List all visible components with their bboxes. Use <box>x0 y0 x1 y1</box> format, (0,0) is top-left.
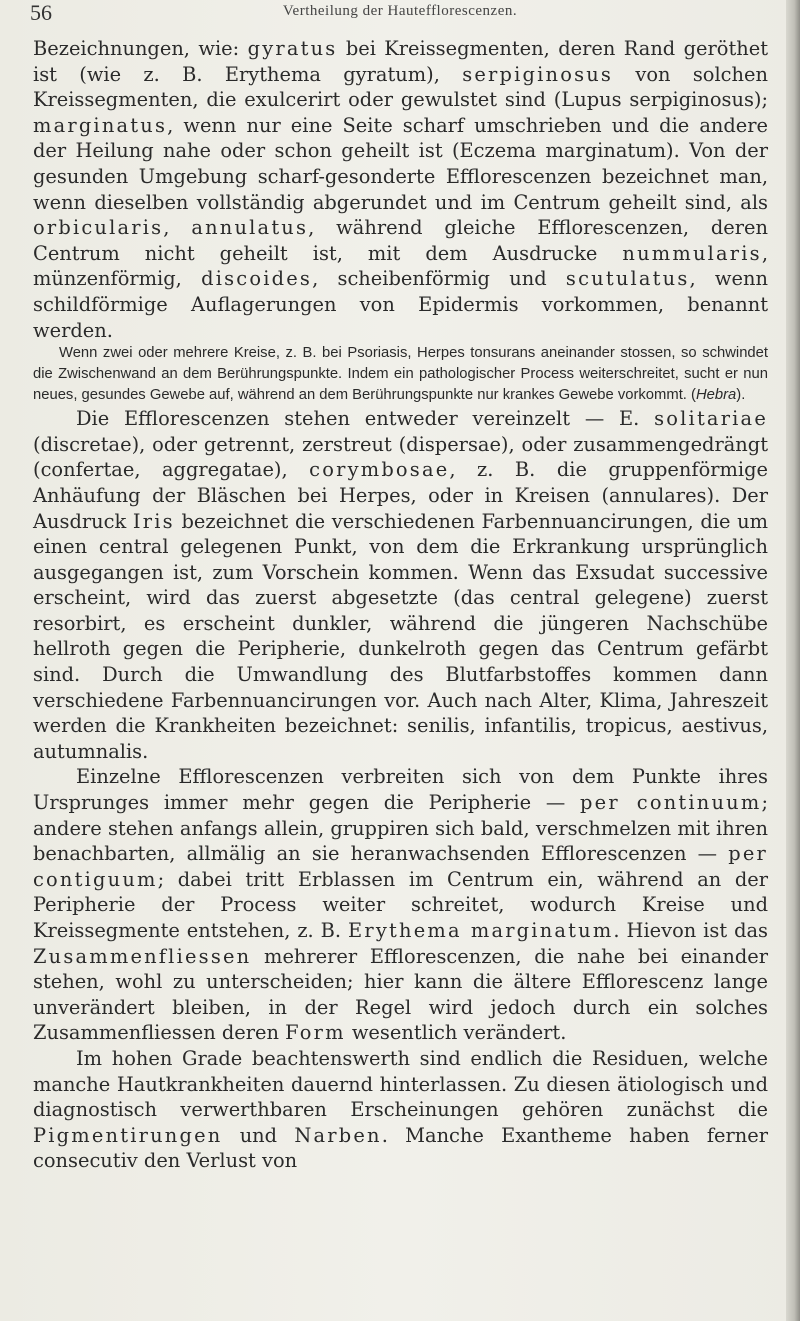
text-run: . Manche Exantheme haben ferner consecutiv den Verlust von <box>33 1123 769 1173</box>
text-run: , <box>163 216 192 240</box>
term-per-continuum: per continuum <box>580 791 762 815</box>
text-run: ). <box>736 387 746 404</box>
text-run: und <box>222 1123 295 1147</box>
page-edge-shadow <box>786 0 800 1321</box>
term-erythema-marginatum: Erythema marginatum <box>348 919 614 942</box>
text-run: mehrerer Efflorescenzen, die nahe bei einander stehen, wohl zu unterscheiden; hier kann die ältere Efflorescenz lange unverändert bleiben, in der Regel wird jedoch durch ein solches Zusammenfliessen deren <box>33 944 768 1045</box>
paragraph-distribution <box>33 406 768 764</box>
paragraph-spreading <box>33 764 768 1046</box>
term-iris: Iris <box>132 509 175 533</box>
term-solitariae: solitariae <box>654 407 768 431</box>
term-serpiginosus: serpiginosus <box>462 62 614 86</box>
term-per-contiguum: per contiguum <box>33 842 768 891</box>
term-zusammenfliessen: Zusammenfliessen <box>33 944 252 968</box>
term-corymbosae: corymbosae <box>309 458 450 482</box>
term-annulatus: annulatus <box>191 216 309 240</box>
text-run: (discretae), oder getrennt, zerstreut (dispersae), oder zusammengedrängt (confertae, aggregatae), <box>33 432 768 482</box>
text-run: Wenn zwei oder mehrere Kreise, z. B. bei Psoriasis, Herpes tonsurans aneinander stossen, so schwindet die Zwischenwand an dem Berührungspunkte. Indem ein pathologischer Process weiterschreitet, sucht er nun neues, gesundes Gewebe auf, während an dem Berührungspunkte nur krankes Gewebe vorkommt. ( <box>33 345 768 404</box>
term-gyratus: gyratus <box>247 37 338 60</box>
term-narben: Narben <box>294 1123 382 1147</box>
footnote-paragraph <box>33 343 768 406</box>
text-run: bei Kreissegmenten, deren Rand geröthet ist (wie z. B. Erythema gyratum), <box>33 37 768 86</box>
text-run: , scheibenförmig und <box>312 267 566 291</box>
text-run: Im hohen Grade beachtenswerth sind endlich die Residuen, welche manche Hautkrankheiten dauernd hinterlassen. Zu diesen ätiologisch und diagnostisch verwerthbaren Erscheinungen gehören zunächst die <box>33 1046 768 1122</box>
text-run: , während gleiche Efflorescenzen, deren Centrum nicht geheilt ist, mit dem Ausdrucke <box>33 216 768 265</box>
term-orbicularis: orbicularis <box>33 216 164 240</box>
text-run: bezeichnet die verschiedenen Farbennuancirungen, die um einen central gelegenen Punkt, von dem die Erkrankung ursprünglich ausgegangen ist, zum Vorschein kommen. Wenn das Exsudat successive erscheint, wird das zuerst abgesetzte (das central gelegene) zuerst resorbirt, es erscheint dunkler, während die jüngeren Nachschübe hellroth gegen die Peripherie, dunkelroth gegen das Centrum gefärbt sind. Durch die Umwandlung des Blutfarbstoffes kommen dann verschiedene Farbennuancirungen vor. Auch nach Alter, Klima, Jahreszeit werden die Krankheiten bezeichnet: senilis, infantilis, tropicus, aestivus, autumnalis. <box>33 509 769 763</box>
text-run: von solchen Kreissegmenten, die exulcerirt oder gewulstet sind (Lupus serpiginosus); <box>33 62 768 112</box>
term-form: Form <box>285 1021 346 1045</box>
text-run: Bezeichnungen, wie: <box>33 37 248 60</box>
term-scutulatus: scutulatus <box>565 267 690 291</box>
term-pigmentirungen: Pigmentirungen <box>33 1123 223 1147</box>
text-run: . Hievon ist das <box>613 919 769 942</box>
text-run: ; dabei tritt Erblassen im Centrum ein, während an der Peripherie der Process weiter schreitet, wodurch Kreise und Kreissegmente entstehen, z. B. <box>33 867 768 942</box>
body-text <box>33 36 768 1174</box>
paragraph-terms <box>33 36 768 343</box>
text-run: Die Efflorescenzen stehen entweder vereinzelt — E. <box>76 407 655 431</box>
running-title: Vertheilung der Hautefflorescenzen. <box>282 3 518 19</box>
text-run: , z. B. die gruppenförmige Anhäufung der Bläschen bei Herpes, oder in Kreisen (annulares). Der Ausdruck <box>33 458 768 533</box>
text-run: Einzelne Efflorescenzen verbreiten sich von dem Punkte ihres Ursprunges immer mehr gegen die Peripherie — <box>33 765 768 815</box>
term-nummularis: nummularis <box>622 241 762 265</box>
text-run: ; andere stehen anfangs allein, gruppiren sich bald, verschmelzen mit ihren benachbarten, allmälig an sie heranwachsenden Efflorescenzen — <box>33 791 768 866</box>
text-run: , wenn schildförmige Auflagerungen von Epidermis vorkommen, benannt werden. <box>33 267 768 342</box>
paragraph-residues <box>33 1046 768 1174</box>
text-run: , münzenförmig, <box>33 241 768 291</box>
term-discoides: discoides <box>201 267 313 291</box>
page-number: 56 <box>30 0 52 25</box>
page-header <box>30 2 770 24</box>
term-marginatus: marginatus <box>33 113 168 137</box>
text-run: wesentlich verändert. <box>345 1021 567 1045</box>
author-citation: Hebra <box>695 387 737 404</box>
text-run: , wenn nur eine Seite scharf umschrieben und die andere der Heilung nahe oder schon geheilt ist (Eczema marginatum). Von der gesunden Umgebung scharf-gesonderte Efflorescenzen bezeichnet man, wenn dieselben vollständig abgerundet und im Centrum geheilt sind, als <box>33 113 768 214</box>
